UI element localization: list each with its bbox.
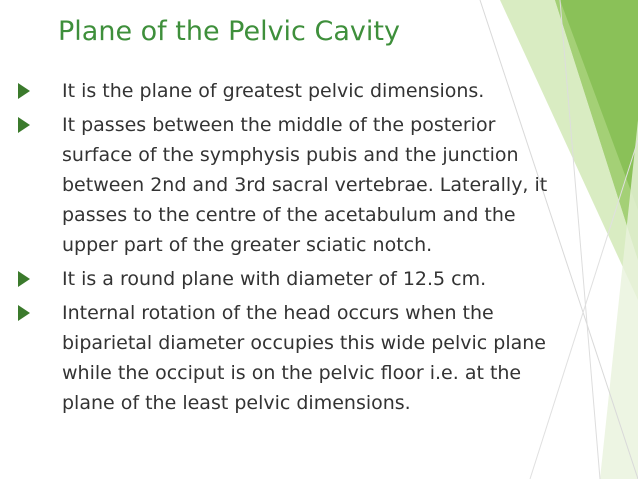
text-line: between 2nd and 3rd sacral vertebrae. Laterally, it <box>62 174 548 196</box>
text-line: It is a round plane with diameter of 12.5 cm. <box>62 268 487 290</box>
text-line: while the occiput is on the pelvic floor i.e. at the <box>62 362 522 384</box>
text-line: plane of the least pelvic dimensions. <box>62 392 411 414</box>
slide-title: Plane of the Pelvic Cavity <box>58 16 400 47</box>
bullet-item <box>14 76 630 106</box>
right-triangle-icon <box>18 305 30 321</box>
text-line: It passes between the middle of the posterior <box>62 114 496 136</box>
right-triangle-icon <box>18 117 30 133</box>
bullet-text <box>62 110 630 260</box>
text-line: It is the plane of greatest pelvic dimensions. <box>62 80 485 102</box>
text-line: Internal rotation of the head occurs when the <box>62 302 494 324</box>
text-line: surface of the symphysis pubis and the junction <box>62 144 519 166</box>
bullet-text <box>62 264 630 294</box>
bullet-list <box>14 76 630 422</box>
bullet-text <box>62 298 630 418</box>
bullet-text <box>62 76 630 106</box>
bullet-item <box>14 264 630 294</box>
right-triangle-icon <box>18 83 30 99</box>
right-triangle-icon <box>18 271 30 287</box>
text-line: passes to the centre of the acetabulum and the <box>62 204 516 226</box>
bullet-item <box>14 110 630 260</box>
text-line: biparietal diameter occupies this wide pelvic plane <box>62 332 546 354</box>
text-line: upper part of the greater sciatic notch. <box>62 234 433 256</box>
bullet-item <box>14 298 630 418</box>
